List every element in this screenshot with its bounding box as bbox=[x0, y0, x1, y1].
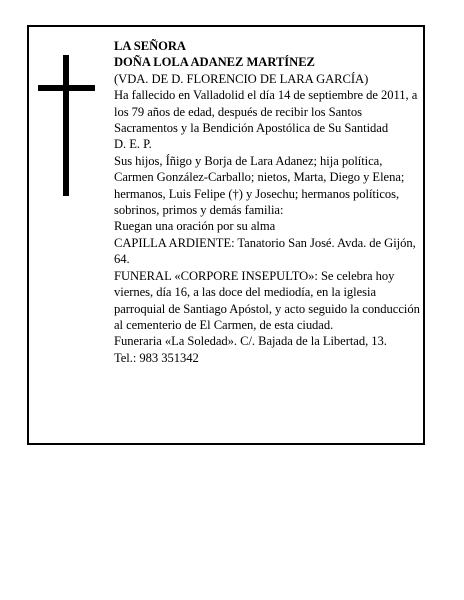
phone-number: Tel.: 983 351342 bbox=[114, 350, 199, 365]
cross-vertical-bar bbox=[63, 55, 69, 196]
death-paragraph: Ha fallecido en Valladolid el día 14 de septiembre de 2011, a los 79 años de edad, después de recibir los Santos Sacramentos y la Bendición Apostólica de Su Santidad bbox=[114, 88, 418, 136]
funeral-home: Funeraria «La Soledad». C/. Bajada de la Libertad, 13. bbox=[114, 334, 387, 349]
obituary-text bbox=[114, 38, 424, 366]
chapel-info: CAPILLA ARDIENTE: Tanatorio San José. Avda. de Gijón, 64. bbox=[114, 235, 416, 267]
family-paragraph: Sus hijos, Íñigo y Borja de Lara Adanez; hija política, Carmen González-Carballo; nietos, Marta, Diego y Elena; hermanos, Luis Felipe (†) y Josechu; hermanos políticos, sobrinos, primos y demás familia: bbox=[114, 153, 405, 218]
deceased-name: DOÑA LOLA ADANEZ MARTÍNEZ bbox=[114, 55, 315, 70]
prayer-request: Ruegan una oración por su alma bbox=[114, 219, 276, 234]
cross-horizontal-bar bbox=[38, 85, 95, 91]
funeral-info: FUNERAL «CORPORE INSEPULTO»: Se celebra hoy viernes, día 16, a las doce del mediodía, en la iglesia parroquial de Santiago Apóstol, y acto seguido la conducción al cementerio de El Carmen, de esta ciudad. bbox=[114, 268, 420, 332]
notice-heading: LA SEÑORA bbox=[114, 39, 186, 53]
rip-line: D. E. P. bbox=[114, 137, 152, 152]
widow-of-line: (VDA. DE D. FLORENCIO DE LARA GARCÍA) bbox=[114, 71, 369, 86]
